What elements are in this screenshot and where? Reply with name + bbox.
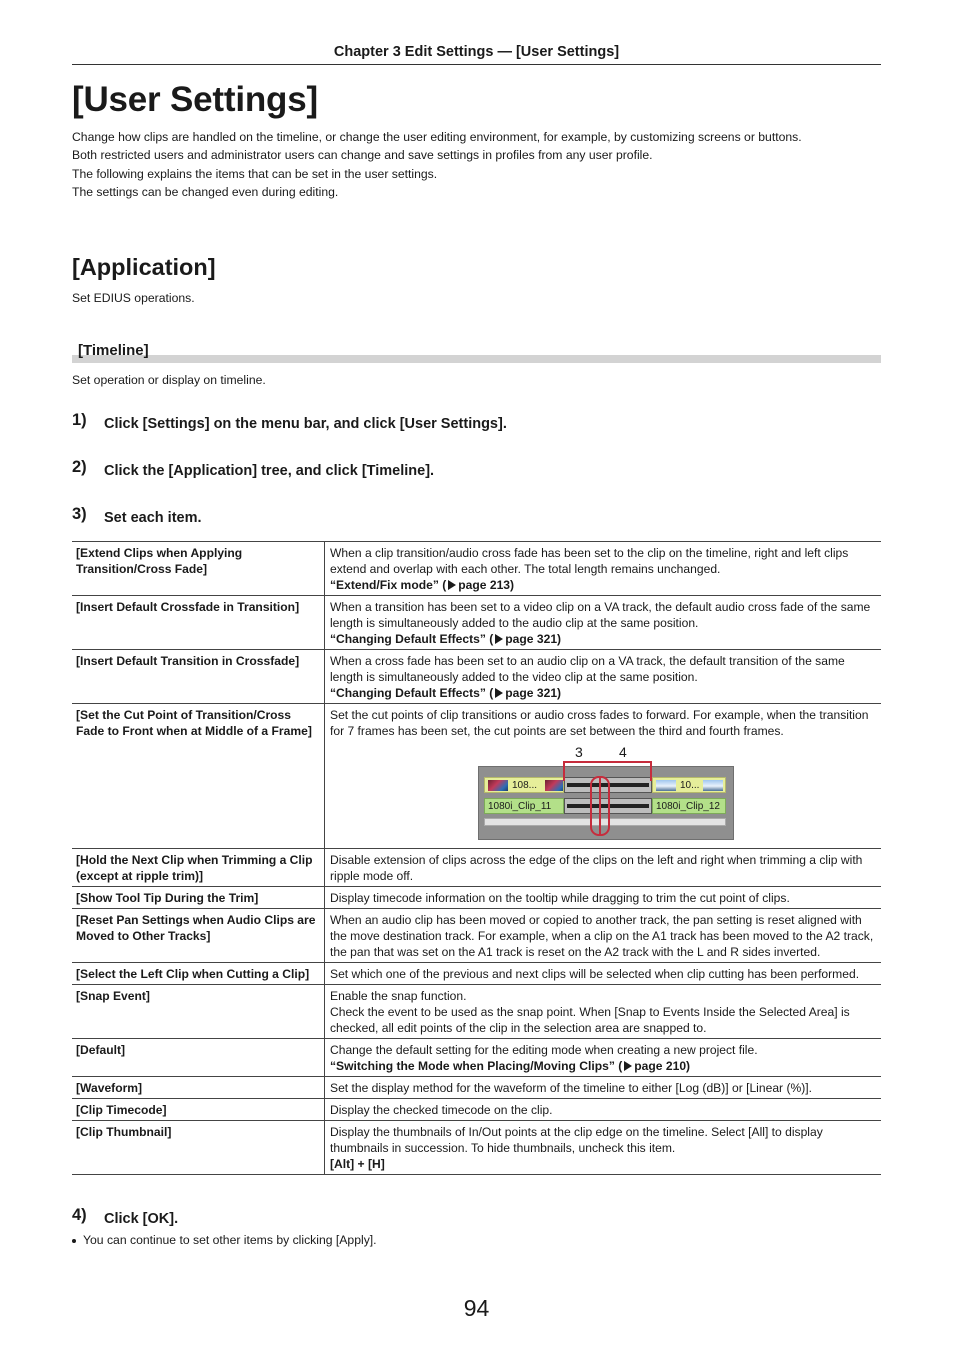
reference-title: “Extend/Fix mode” ( (330, 578, 447, 592)
page-reference-link[interactable] (330, 1058, 877, 1074)
setting-description (325, 1039, 882, 1077)
step-number: 1) (72, 411, 87, 429)
description-text: Enable the snap function. (330, 989, 467, 1003)
table-row (72, 1121, 881, 1175)
cut-point-line (599, 778, 601, 834)
setting-description: Set which one of the previous and next clips will be selected when clip cutting has been performed. (325, 963, 882, 985)
description-text: Set the cut points of clip transitions or audio cross fades to forward. For example, when the transition for 7 frames has been set, the cut points are set between the third and fourth frames. (330, 708, 869, 738)
page-reference-link[interactable] (330, 631, 877, 647)
table-row (72, 1099, 881, 1121)
setting-description: When an audio clip has been moved or copied to another track, the pan setting is reset aligned with the move destination track. For example, when a clip on the A1 track has been moved to the A2 track, the pan that was set on the A1 track is reset on the A2 track with the L and R sides inverted. (325, 909, 882, 963)
setting-name: [Select the Left Clip when Cutting a Clip] (72, 963, 325, 985)
intro-line: The settings can be changed even during editing. (72, 184, 339, 199)
setting-name: [Extend Clips when Applying Transition/Cross Fade] (72, 542, 325, 596)
setting-description (325, 542, 882, 596)
reference-title: “Changing Default Effects” ( (330, 686, 494, 700)
setting-name: [Show Tool Tip During the Trim] (72, 887, 325, 909)
subsection-title: [Timeline] (78, 342, 149, 359)
setting-description: Set the display method for the waveform of the timeline to either [Log (dB)] or [Linear (%)]. (325, 1077, 882, 1099)
setting-name: [Insert Default Transition in Crossfade] (72, 650, 325, 704)
subsection-bar (72, 355, 881, 363)
setting-name: [Clip Timecode] (72, 1099, 325, 1121)
keyboard-shortcut: [Alt] + [H] (330, 1157, 385, 1171)
description-text: When a transition has been set to a video clip on a VA track, the default audio cross fade of the same length is simultaneously added to the audio clip at the same position. (330, 600, 871, 630)
step-number: 3) (72, 505, 87, 523)
page-number: 94 (463, 1295, 490, 1321)
table-row (72, 849, 881, 887)
section-description: Set EDIUS operations. (72, 291, 195, 305)
intro-text (72, 128, 881, 201)
audio-clip-left: 1080i_Clip_11 (484, 798, 564, 814)
setting-description (325, 704, 882, 849)
setting-description (325, 985, 882, 1039)
setting-name: [Set the Cut Point of Transition/Cross Fade to Front when at Middle of a Frame] (72, 704, 325, 849)
description-text: Check the event to be used as the snap point. When [Snap to Events Inside the Selected Area] is checked, all edit points of the clip in the selection area are snapped to. (330, 1005, 850, 1035)
setting-name: [Reset Pan Settings when Audio Clips are Moved to Other Tracks] (72, 909, 325, 963)
chapter-header: Chapter 3 Edit Settings — [User Settings] (333, 44, 620, 60)
table-row (72, 963, 881, 985)
table-row (72, 1039, 881, 1077)
table-row (72, 596, 881, 650)
setting-description (325, 650, 882, 704)
setting-description (325, 1121, 882, 1175)
setting-description: Display timecode information on the tooltip while dragging to trim the cut point of clips. (325, 887, 882, 909)
setting-description (325, 596, 882, 650)
clip-label: 10... (680, 780, 700, 791)
reference-title: “Changing Default Effects” ( (330, 632, 494, 646)
video-clip-right (652, 777, 726, 793)
step-number: 2) (72, 458, 87, 476)
table-row (72, 887, 881, 909)
audio-clip-right: 1080i_Clip_12 (652, 798, 726, 814)
table-row (72, 985, 881, 1039)
video-clip-left (484, 777, 564, 793)
setting-description: Disable extension of clips across the edge of the clips on the left and right when trimming a clip with ripple mode off. (325, 849, 882, 887)
cut-label-4: 4 (619, 744, 627, 760)
intro-line: The following explains the items that can be set in the user settings. (72, 166, 438, 181)
reference-page: page 210) (634, 1059, 691, 1073)
table-row (72, 909, 881, 963)
subsection-description: Set operation or display on timeline. (72, 373, 266, 387)
note-item (72, 1233, 377, 1247)
page-title: [User Settings] (72, 80, 318, 119)
reference-page: page 321) (505, 632, 562, 646)
setting-name: [Snap Event] (72, 985, 325, 1039)
timeline-figure (478, 744, 734, 840)
clip-thumbnail-icon (656, 780, 676, 791)
step-text: Click [OK]. (104, 1211, 179, 1227)
table-row (72, 704, 881, 849)
setting-description: Display the checked timecode on the clip. (325, 1099, 882, 1121)
bullet-dot-icon (72, 1239, 76, 1243)
table-row (72, 1077, 881, 1099)
setting-name: [Clip Thumbnail] (72, 1121, 325, 1175)
step-text: Click the [Application] tree, and click [Timeline]. (104, 463, 435, 479)
clip-label: 108... (512, 780, 538, 791)
setting-name: [Insert Default Crossfade in Transition] (72, 596, 325, 650)
table-row (72, 542, 881, 596)
step-text: Set each item. (104, 510, 202, 526)
note-text: You can continue to set other items by clicking [Apply]. (83, 1233, 377, 1247)
triangle-right-icon (624, 1061, 632, 1071)
page-reference-link[interactable] (330, 577, 877, 593)
reference-page: page 213) (458, 578, 515, 592)
intro-line: Change how clips are handled on the timeline, or change the user editing environment, for example, by customizing screens or buttons. (72, 130, 802, 144)
description-text: Change the default setting for the editing mode when creating a new project file. (330, 1043, 758, 1057)
clip-thumbnail-icon (703, 780, 723, 791)
reference-title: “Switching the Mode when Placing/Moving Clips” ( (330, 1059, 623, 1073)
cut-label-3: 3 (575, 744, 583, 760)
description-text: When a clip transition/audio cross fade has been set to the clip on the timeline, right and left clips extend and overlap with each other. The total length remains unchanged. (330, 546, 849, 576)
description-text: Display the thumbnails of In/Out points at the clip edge on the timeline. Select [All] to display thumbnails in succession. To hide thumbnails, uncheck this item. (330, 1125, 823, 1155)
setting-name: [Default] (72, 1039, 325, 1077)
setting-name: [Hold the Next Clip when Trimming a Clip (except at ripple trim)] (72, 849, 325, 887)
section-title: [Application] (72, 254, 216, 280)
triangle-right-icon (495, 688, 503, 698)
setting-name: [Waveform] (72, 1077, 325, 1099)
clip-thumbnail-icon (545, 780, 564, 791)
page-reference-link[interactable] (330, 685, 877, 701)
clip-thumbnail-icon (488, 780, 508, 791)
intro-line: Both restricted users and administrator users can change and save settings in profiles from any user profile. (72, 148, 653, 163)
table-row (72, 650, 881, 704)
description-text: When a cross fade has been set to an audio clip on a VA track, the default transition of the same length is simultaneously added to the video clip at the same position. (330, 654, 845, 684)
step-number: 4) (72, 1206, 87, 1224)
header-rule (72, 64, 881, 65)
reference-page: page 321) (505, 686, 562, 700)
triangle-right-icon (495, 634, 503, 644)
settings-table (72, 541, 881, 1175)
step-text: Click [Settings] on the menu bar, and click [User Settings]. (104, 416, 507, 432)
triangle-right-icon (448, 580, 456, 590)
